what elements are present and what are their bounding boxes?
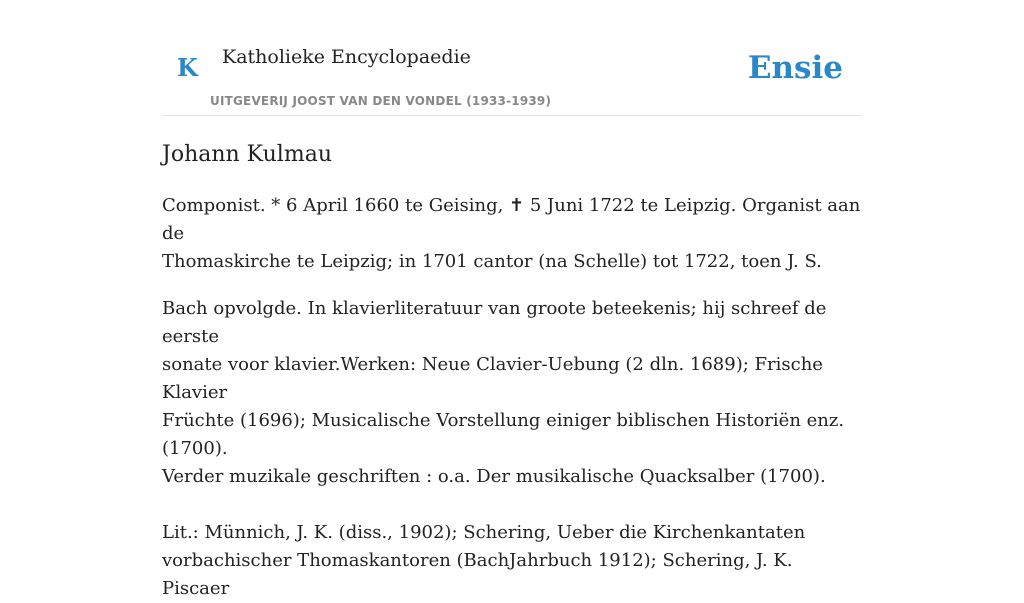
- site-logo[interactable]: K: [177, 53, 198, 82]
- article-body: [162, 138, 862, 603]
- brand-logo[interactable]: Ensie: [747, 50, 843, 86]
- article-paragraph-1: Componist. * 6 April 1660 te Geising, ✝ 5 Juni 1722 te Leipzig. Organist aan de Thomaskirche te Leipzig; in 1701 cantor (na Schelle) tot 1722, toen J. S.: [162, 195, 861, 272]
- publisher-subtitle: UITGEVERIJ JOOST VAN DEN VONDEL (1933-1939): [210, 94, 552, 108]
- site-header: [162, 0, 862, 116]
- article-paragraph-3: Lit.: Münnich, J. K. (diss., 1902); Schering, Ueber die Kirchenkantaten vorbachischer Thomaskantoren (BachJahrbuch 1912); Schering, J. K. Piscaer: [162, 522, 806, 599]
- article-title: Johann Kulmau: [162, 142, 332, 167]
- article-paragraph-2: Bach opvolgde. In klavierliteratuur van groote beteekenis; hij schreef de eerste sonate voor klavier.Werken: Neue Clavier-Uebung (2 dln. 1689); Frische Klavier Früchte (1696); Musicalische Vorstellung einiger biblischen Historiën enz. (1700). Verder muzikale geschriften : o.a. Der musikalische Quacksalber (1700).: [162, 298, 845, 487]
- site-title[interactable]: Katholieke Encyclopaedie: [222, 46, 471, 68]
